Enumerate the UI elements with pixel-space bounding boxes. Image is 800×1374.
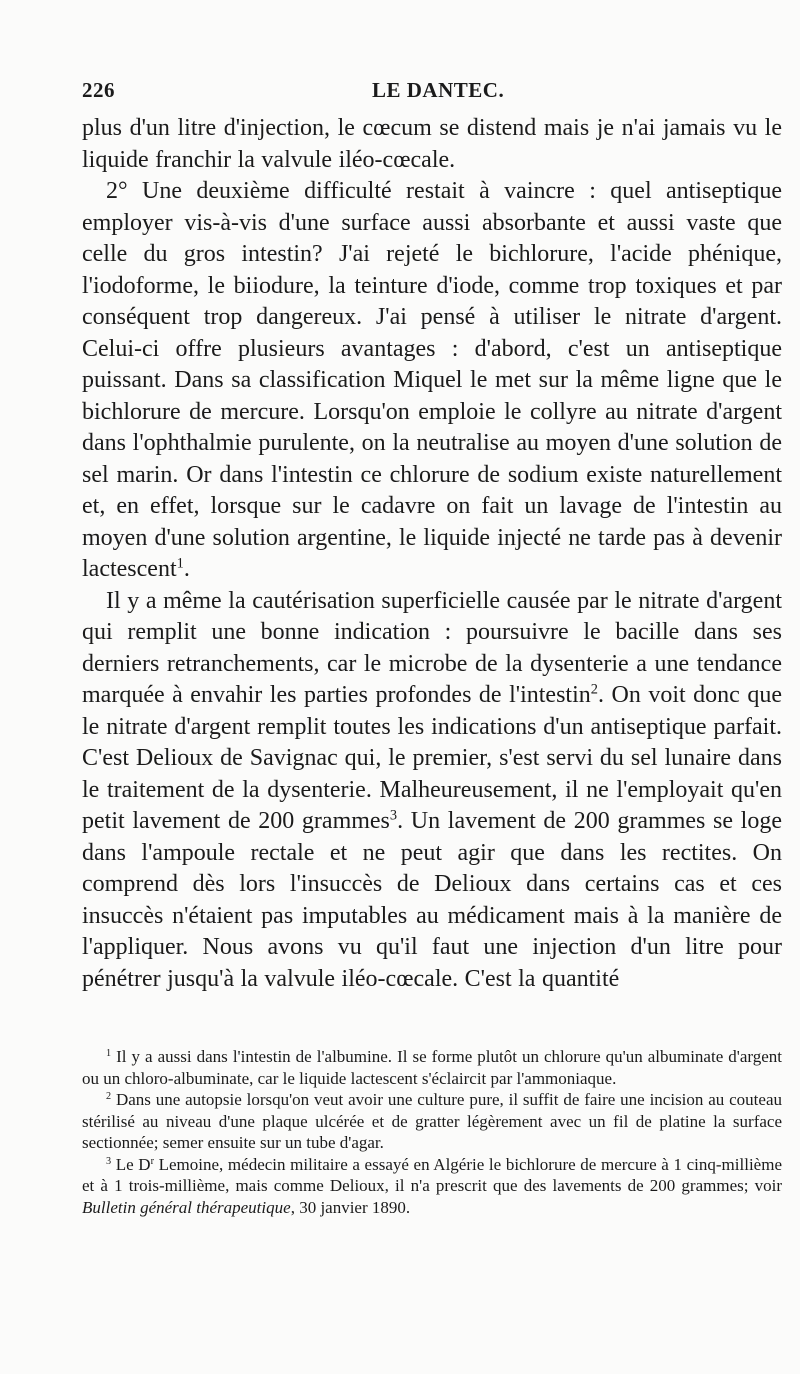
body-text bbox=[82, 113, 782, 995]
paragraph-3-text-a: Il y a même la cautérisation superficielle causée par le nitrate d'argent qui remplit une bonne indication : poursuivre le bacille dans ses derniers retranchements, car le microbe de la dysenterie a une tendance marquée à envahir les parties profondes de l'intestin bbox=[82, 587, 782, 708]
footnote-3-text-c: , 30 janvier 1890. bbox=[290, 1197, 411, 1217]
footnote-1-text: Il y a aussi dans l'intestin de l'albumine. Il se forme plutôt un chlorure qu'un albuminate d'argent ou un chloro-albuminate, car le liquide lactescent s'éclaircit par l'ammoniaque. bbox=[82, 1047, 783, 1088]
footnote-3 bbox=[82, 1154, 782, 1219]
footnote-3-journal-title: Bulletin général thérapeutique bbox=[82, 1197, 291, 1217]
footnote-ref-2: 2 bbox=[590, 681, 598, 698]
footnote-3-text-a: Le D bbox=[115, 1154, 151, 1174]
footnote-ref-3: 3 bbox=[389, 807, 398, 824]
running-head bbox=[82, 78, 782, 106]
paragraph-3-text-b: . On voit donc que le nitrate d'argent remplit toutes les indications d'un antiseptique parfait. C'est Delioux de Savignac qui, le premier, s'est servi du sel lunaire dans le traitement de la dysenterie. Malheureusement, il ne l'employait qu'en petit lavement de 200 grammes bbox=[82, 682, 782, 834]
paragraph-2-text: 2° Une deuxième difficulté restait à vaincre : quel antiseptique employer vis-à-vis d'une surface aussi absorbante et aussi vaste que celle du gros intestin? J'ai rejeté le bichlorure, l'acide phénique, l'iodoforme, le biiodure, la teinture d'iode, comme trop toxiques et par conséquent trop dangereux. J'ai pensé à utiliser le nitrate d'argent. Celui-ci offre plusieurs avantages : d'abord, c'est un antiseptique puissant. Dans sa classification Miquel le met sur la même ligne que le bichlorure de mercure. Lorsqu'on emploie le collyre au nitrate d'argent dans l'ophthalmie purulente, on la neutralise au moyen d'une solution de sel marin. Or dans l'intestin ce chlorure de sodium existe naturellement et, en effet, lorsque sur le cadavre on fait un lavage de l'intestin au moyen d'une solution argentine, le liquide injecté ne tarde pas à devenir lactescent bbox=[82, 178, 782, 582]
paragraph-1: plus d'un litre d'injection, le cœcum se distend mais je n'ai jamais vu le liquide franchir la valvule iléo-cœcale. bbox=[82, 115, 782, 173]
footnote-3-mark: 3 bbox=[106, 1155, 112, 1167]
paragraph-2-end: . bbox=[183, 556, 190, 582]
paragraph-3 bbox=[82, 586, 782, 996]
footnote-3-doctor-sup: r bbox=[150, 1155, 154, 1167]
page-number: 226 bbox=[82, 78, 115, 102]
footnote-2-mark: 2 bbox=[106, 1090, 112, 1102]
footnote-2-text: Dans une autopsie lorsqu'on veut avoir une culture pure, il suffit de faire une incision au couteau stérilisé au niveau d'une plaque ulcérée et de gratter légèrement avec un fil de platine la surface sectionnée; semer ensuite sur un tube d'agar. bbox=[82, 1090, 782, 1152]
footnotes bbox=[82, 1046, 782, 1218]
footnote-ref-1: 1 bbox=[176, 555, 184, 572]
footnote-1 bbox=[82, 1046, 782, 1089]
footnote-1-mark: 1 bbox=[106, 1047, 112, 1059]
running-head-title: LE DANTEC. bbox=[372, 78, 505, 102]
paragraph-2 bbox=[82, 176, 782, 586]
footnote-3-text-b: Lemoine, médecin militaire a essayé en Algérie le bichlorure de mercure à 1 cinq-millième et à 1 trois-millième, mais comme Delioux, il n'a prescrit que des lavements de 200 grammes; voir bbox=[82, 1154, 782, 1195]
paragraph-3-text-c: . Un lavement de 200 grammes se loge dans l'ampoule rectale et ne peut agir que dans les rectites. On comprend dès lors l'insuccès de Delioux dans certains cas et ces insuccès n'étaient pas imputables au médicament mais à la manière de l'appliquer. Nous avons vu qu'il faut une injection d'un litre pour pénétrer jusqu'à la valvule iléo-cœcale. C'est la quantité bbox=[82, 808, 782, 992]
footnote-2 bbox=[82, 1089, 782, 1154]
